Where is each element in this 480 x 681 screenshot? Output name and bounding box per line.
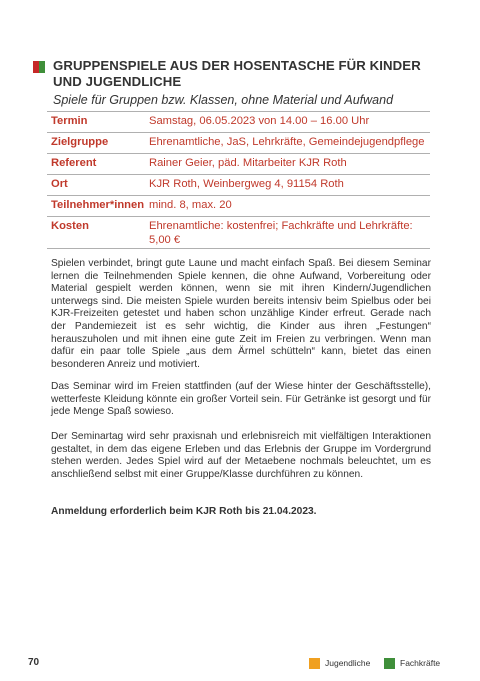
info-value: Rainer Geier, päd. Mitarbeiter KJR Roth [149, 157, 347, 169]
info-value: Ehrenamtliche, JaS, Lehrkräfte, Gemeindejugendpflege [149, 136, 425, 148]
legend-item-fachkraefte [384, 657, 440, 669]
page-title: GRUPPENSPIELE AUS DER HOSENTASCHE FÜR KINDER UND JUGENDLICHE [53, 58, 421, 89]
info-row-zielgruppe [47, 133, 430, 154]
format-paragraph: Der Seminartag wird sehr praxisnah und erlebnisreich mit vielfältigen Interaktionen gestaltet, in dem das eigene Erleben und das Erlebnis der Gruppe im Vordergrund stehen werden. Jedes Spiel wird auf der Metaebene nochmals beleuchtet, um es anschließend selbst mit einer Gruppe/Klasse durchführen zu können. [51, 431, 431, 480]
page-number: 70 [28, 657, 40, 668]
info-value: mind. 8, max. 20 [149, 199, 232, 211]
info-value: Samstag, 06.05.2023 von 14.00 – 16.00 Uhr [149, 115, 370, 127]
info-label: Ort [51, 178, 68, 190]
legend-item-jugendliche [309, 657, 370, 669]
location-paragraph: Das Seminar wird im Freien stattfinden (auf der Wiese hinter der Geschäftsstelle), wetterfeste Kleidung könnte ein großer Vorteil sein. Für Getränke ist gesorgt und für jede Menge Spaß sowieso. [51, 381, 431, 418]
info-value: Ehrenamtliche: kostenfrei; Fachkräfte und Lehrkräfte: 5,00 € [149, 220, 413, 246]
registration-note: Anmeldung erforderlich beim KJR Roth bis 21.04.2023. [51, 506, 317, 517]
legend-label: Jugendliche [325, 658, 371, 668]
info-row-ort [47, 175, 430, 196]
legend-swatch-green [384, 658, 395, 669]
description-paragraph: Spielen verbindet, bringt gute Laune und macht einfach Spaß. Bei diesem Seminar lernen die Teilnehmenden Spiele kennen, die ohne Aufwand, Vorbereitung oder Material gespielt werden können, wenn sie mit ihren Kindern/Jugendlichen unterwegs sind. Die meisten Spiele wurden bereits intensiv beim Spielbus oder bei KJR-Freizeiten getestet und haben schon unzählige Kinder erfreut. Gerade nach der Pandemiezeit ist es sehr wichtig, die Kinder aus ihren „Festungen“ herauszuholen und mit ihnen eine gute Zeit im Freien zu verbringen. Wenn man dafür ein paar tolle Spiele „aus dem Ärmel schütteln“ kann, bietet das einen besonderen Anreiz und motiviert. [51, 258, 431, 370]
info-value: KJR Roth, Weinbergweg 4, 91154 Roth [149, 178, 344, 190]
info-label: Referent [51, 157, 97, 169]
info-row-referent [47, 154, 430, 175]
info-label: Teilnehmer*innen [51, 199, 145, 211]
info-row-termin [47, 112, 430, 133]
page-subtitle: Spiele für Gruppen bzw. Klassen, ohne Material und Aufwand [53, 93, 394, 107]
legend-swatch-orange [309, 658, 320, 669]
marker-green-half [39, 61, 45, 73]
info-table [47, 111, 430, 249]
info-row-kosten [47, 217, 430, 249]
info-label: Kosten [51, 220, 89, 232]
legend-label: Fachkräfte [400, 658, 441, 668]
info-row-teilnehmer [47, 196, 430, 217]
info-label: Termin [51, 115, 88, 127]
category-marker [33, 61, 45, 73]
info-label: Zielgruppe [51, 136, 109, 148]
